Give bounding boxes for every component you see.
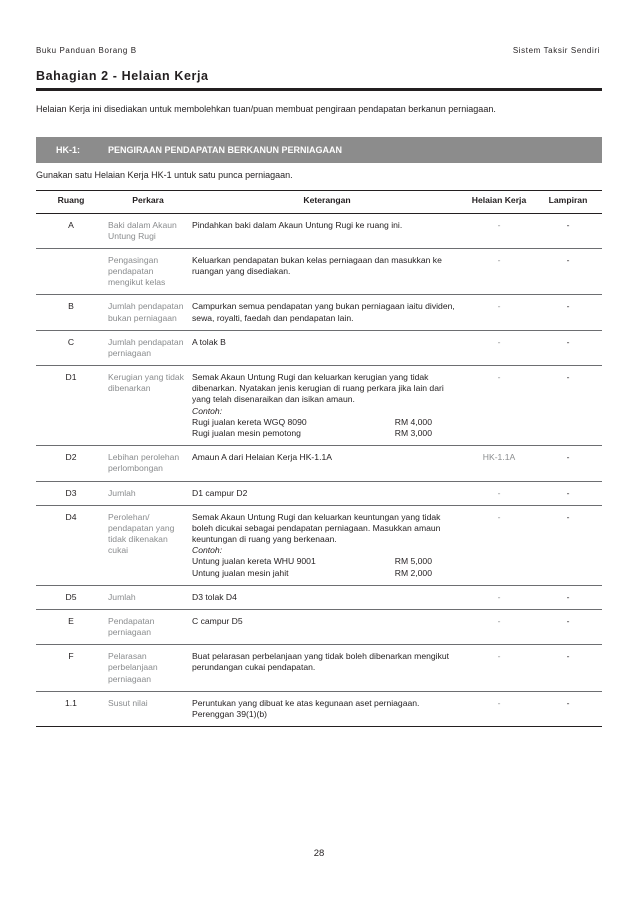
example-amount: RM 5,000 xyxy=(394,556,432,567)
running-header-right: Sistem Taksir Sendiri xyxy=(512,46,600,55)
table-row xyxy=(36,330,602,365)
cell-lampiran: - xyxy=(534,645,602,692)
cell-lampiran: - xyxy=(534,366,602,446)
cell-keterangan xyxy=(190,366,464,446)
example-label: Untung jualan mesin jahit xyxy=(192,567,289,578)
cell-ruang: E xyxy=(36,609,106,644)
example-label: Rugi jualan mesin pemotong xyxy=(192,428,301,438)
cell-perkara: Pendapatan perniagaan xyxy=(106,609,190,644)
table-row xyxy=(36,481,602,505)
example-label: Untung jualan kereta WHU 9001 xyxy=(192,556,316,567)
worksheet-table xyxy=(36,190,602,727)
cell-ruang: D3 xyxy=(36,481,106,505)
cell-perkara: Perolehan/ pendapatan yang tidak dikenakan cukai xyxy=(106,505,190,585)
keterangan-reference: Perenggan 39(1)(b) xyxy=(192,708,268,719)
cell-ruang: A xyxy=(36,213,106,248)
cell-lampiran: - xyxy=(534,691,602,726)
col-header-perkara: Perkara xyxy=(106,191,190,214)
example-line xyxy=(192,568,462,579)
table-row xyxy=(36,446,602,481)
cell-keterangan xyxy=(190,691,464,726)
cell-helaian: - xyxy=(464,609,534,644)
example-amount: RM 4,000 xyxy=(394,416,432,427)
cell-keterangan: C campur D5 xyxy=(190,609,464,644)
cell-keterangan: Keluarkan pendapatan bukan kelas perniagaan dan masukkan ke ruangan yang disediakan. xyxy=(190,248,464,295)
keterangan-text: Semak Akaun Untung Rugi dan keluarkan keuntungan yang tidak boleh dicukai sebagai pendapatan perniagaan. Masukkan amaun keuntungan di ruang yang berkenaan. xyxy=(192,511,441,545)
section-title: Bahagian 2 - Helaian Kerja xyxy=(36,69,209,83)
cell-perkara: Jumlah xyxy=(106,585,190,609)
example-amount: RM 3,000 xyxy=(394,428,432,438)
table-row xyxy=(36,213,602,248)
col-header-keterangan: Keterangan xyxy=(190,191,464,214)
cell-helaian: - xyxy=(464,366,534,446)
cell-lampiran: - xyxy=(534,330,602,365)
example-amount: RM 2,000 xyxy=(394,567,432,578)
col-header-lampiran: Lampiran xyxy=(534,191,602,214)
cell-helaian: - xyxy=(464,691,534,726)
table-row xyxy=(36,585,602,609)
worksheet-heading-band xyxy=(36,137,602,163)
cell-lampiran: - xyxy=(534,505,602,585)
cell-ruang: C xyxy=(36,330,106,365)
example-line xyxy=(192,417,462,428)
table-row xyxy=(36,248,602,295)
cell-helaian: HK-1.1A xyxy=(464,446,534,481)
cell-keterangan: Campurkan semua pendapatan yang bukan perniagaan iaitu dividen, sewa, royalti, faedah dan pendapatan lain. xyxy=(190,295,464,330)
example-label: Rugi jualan kereta WGQ 8090 xyxy=(192,416,307,427)
example-line xyxy=(192,428,462,439)
example-line xyxy=(192,556,462,567)
table-row xyxy=(36,691,602,726)
cell-perkara: Pelarasan perbelanjaan perniagaan xyxy=(106,645,190,692)
cell-keterangan xyxy=(190,505,464,585)
example-heading: Contoh: xyxy=(192,405,223,416)
cell-ruang: 1.1 xyxy=(36,691,106,726)
col-header-helaian: Helaian Kerja xyxy=(464,191,534,214)
table-row xyxy=(36,295,602,330)
cell-perkara: Jumlah pendapatan bukan perniagaan xyxy=(106,295,190,330)
cell-keterangan: Buat pelarasan perbelanjaan yang tidak boleh dibenarkan mengikut perundangan cukai pendapatan. xyxy=(190,645,464,692)
cell-keterangan: D3 tolak D4 xyxy=(190,585,464,609)
cell-perkara: Susut nilai xyxy=(106,691,190,726)
cell-helaian: - xyxy=(464,248,534,295)
cell-helaian: - xyxy=(464,645,534,692)
cell-ruang: F xyxy=(36,645,106,692)
cell-helaian: - xyxy=(464,505,534,585)
running-header-left: Buku Panduan Borang B xyxy=(36,46,137,55)
cell-lampiran: - xyxy=(534,213,602,248)
table-row xyxy=(36,366,602,446)
cell-helaian: - xyxy=(464,295,534,330)
cell-helaian: - xyxy=(464,585,534,609)
cell-lampiran: - xyxy=(534,481,602,505)
cell-helaian: - xyxy=(464,213,534,248)
cell-lampiran: - xyxy=(534,585,602,609)
table-row xyxy=(36,645,602,692)
col-header-ruang: Ruang xyxy=(36,191,106,214)
cell-keterangan: D1 campur D2 xyxy=(190,481,464,505)
cell-perkara: Kerugian yang tidak dibenarkan xyxy=(106,366,190,446)
cell-lampiran: - xyxy=(534,446,602,481)
cell-ruang: D2 xyxy=(36,446,106,481)
cell-perkara: Jumlah xyxy=(106,481,190,505)
cell-perkara: Jumlah pendapatan perniagaan xyxy=(106,330,190,365)
example-heading: Contoh: xyxy=(192,545,223,556)
cell-keterangan: A tolak B xyxy=(190,330,464,365)
cell-lampiran: - xyxy=(534,295,602,330)
usage-note: Gunakan satu Helaian Kerja HK-1 untuk satu punca perniagaan. xyxy=(36,170,293,180)
cell-ruang xyxy=(36,248,106,295)
cell-ruang: D1 xyxy=(36,366,106,446)
table-row xyxy=(36,505,602,585)
cell-lampiran: - xyxy=(534,609,602,644)
title-rule xyxy=(36,88,602,91)
page-number: 28 xyxy=(313,848,325,859)
table-header-row xyxy=(36,191,602,214)
cell-keterangan: Amaun A dari Helaian Kerja HK-1.1A xyxy=(190,446,464,481)
worksheet-title: PENGIRAAN PENDAPATAN BERKANUN PERNIAGAAN xyxy=(108,145,343,155)
keterangan-text: Peruntukan yang dibuat ke atas kegunaan aset perniagaan. xyxy=(192,697,420,708)
cell-helaian: - xyxy=(464,481,534,505)
cell-ruang: D5 xyxy=(36,585,106,609)
cell-ruang: D4 xyxy=(36,505,106,585)
keterangan-text: Semak Akaun Untung Rugi dan keluarkan kerugian yang tidak dibenarkan. Nyatakan jenis kerugian di ruang perkara jika lain dari yang telah disenaraikan dan isikan amaun. xyxy=(192,372,444,405)
cell-perkara: Baki dalam Akaun Untung Rugi xyxy=(106,213,190,248)
cell-perkara: Lebihan perolehan perlombongan xyxy=(106,446,190,481)
worksheet-code: HK-1: xyxy=(56,145,80,155)
cell-helaian: - xyxy=(464,330,534,365)
intro-paragraph: Helaian Kerja ini disediakan untuk membolehkan tuan/puan membuat pengiraan pendapatan berkanun perniagaan. xyxy=(36,104,496,114)
cell-lampiran: - xyxy=(534,248,602,295)
cell-perkara: Pengasingan pendapatan mengikut kelas xyxy=(106,248,190,295)
cell-keterangan: Pindahkan baki dalam Akaun Untung Rugi ke ruang ini. xyxy=(190,213,464,248)
table-row xyxy=(36,609,602,644)
cell-ruang: B xyxy=(36,295,106,330)
